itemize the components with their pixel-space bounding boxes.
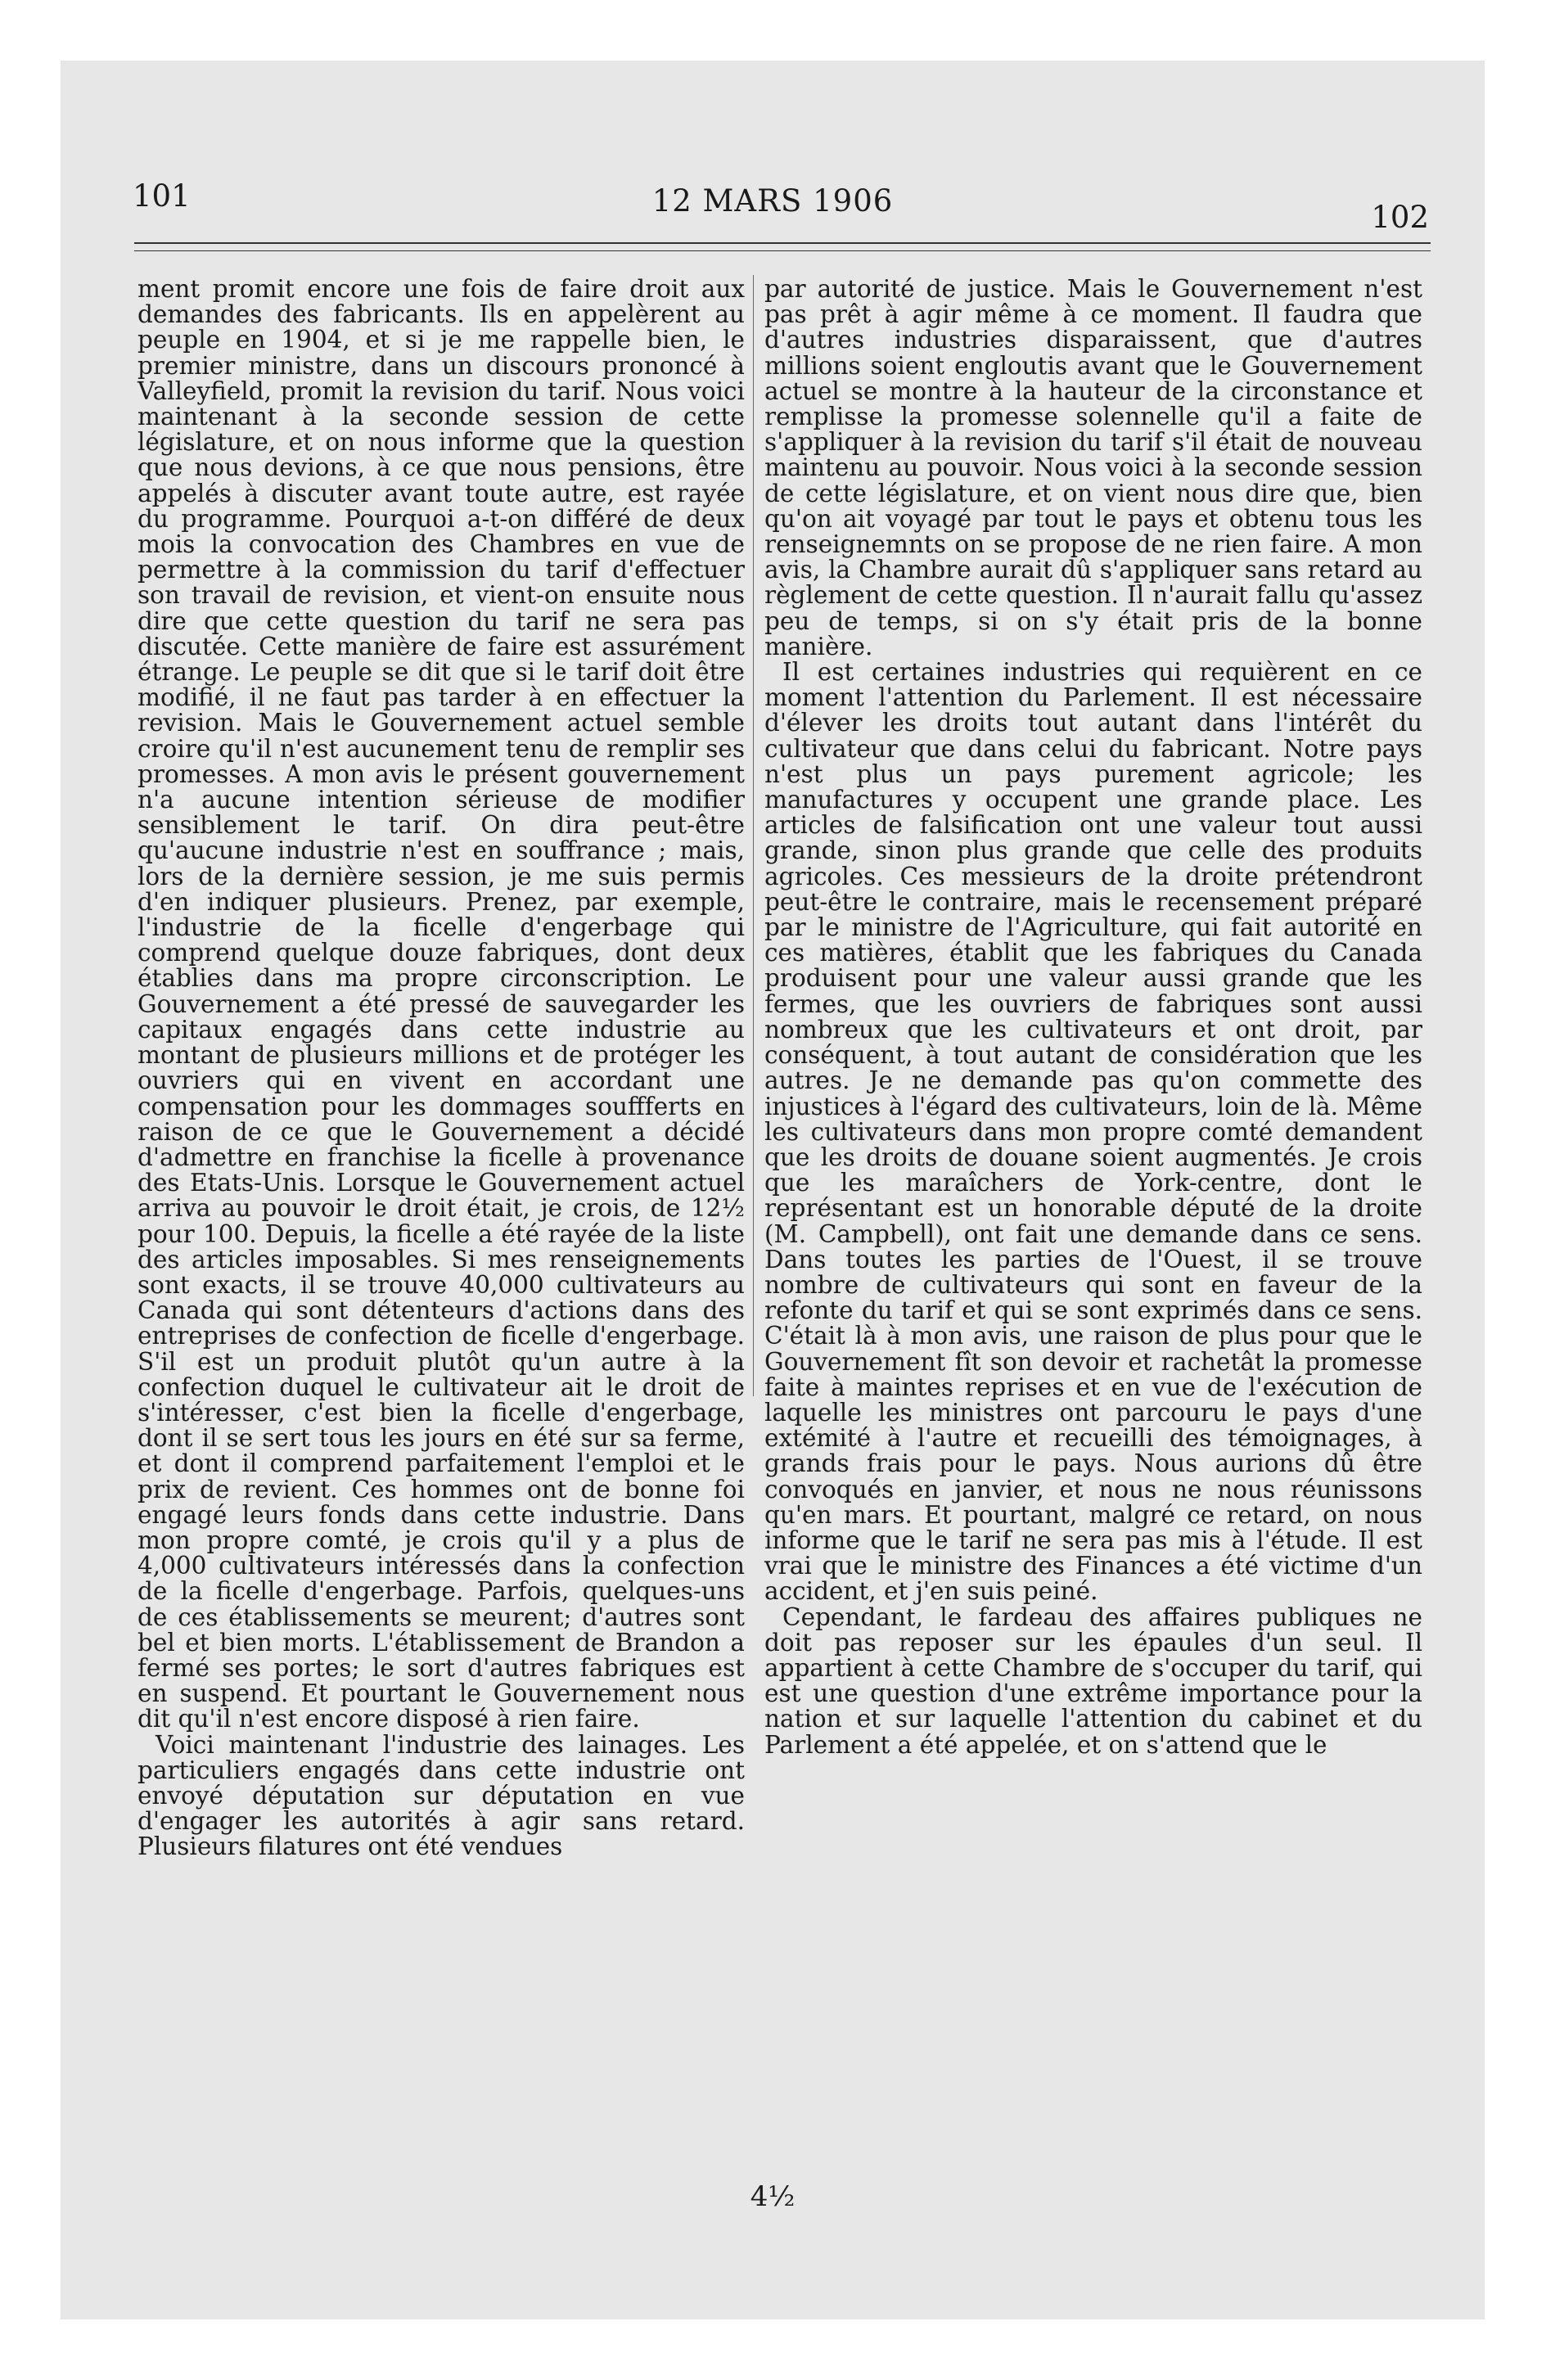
column-divider	[753, 275, 754, 1396]
left-page-number: 101	[133, 178, 191, 214]
right-paragraph-2: Il est certaines industries qui requièrent en ce moment l'attention du Parlement. Il est nécessaire d'élever les droits tout autant dans l'intérêt du cultivateur que dans celui du fabricant. Notre pays n'est plus un pays purement agricole; les manufactures y occupent une grande place. Les articles de falsification ont une valeur tout aussi grande, sinon plus grande que celle des produits agricoles. Ces messieurs de la droite prétendront peut-être le contraire, mais le recensement préparé par le ministre de l'Agriculture, qui fait autorité en ces matières, établit que les fabriques du Canada produisent pour une valeur aussi grande que les fermes, que les ouvriers de fabriques sont aussi nombreux que les cultivateurs et ont droit, par conséquent, à tout autant de considération que les autres. Je ne demande pas qu'on commette des injustices à l'égard des cultivateurs, loin de là. Même les cultivateurs dans mon propre comté demandent que les droits de douane soient augmentés. Je crois que les maraîchers de York-centre, dont le représentant est un honorable député de la droite (M. Campbell), ont fait une demande dans ce sens. Dans toutes les parties de l'Ouest, il se trouve nombre de cultivateurs qui sont en faveur de la refonte du tarif et qui se sont exprimés dans ce sens. C'était là à mon avis, une raison de plus pour que le Gouvernement fît son devoir et rachetât la promesse faite à maintes reprises et en vue de l'exécution de laquelle les ministres ont parcouru le pays d'une extémité à l'autre et recueilli des témoignages, à grands frais pour le pays. Nous aurions dû être convoqués en janvier, et nous ne nous réunissons qu'en mars. Et pourtant, malgré ce retard, on nous informe que le tarif ne sera pas mis à l'étude. Il est vrai que le ministre des Finances a été victime d'un accident, et j'en suis peiné.	[764, 658, 1422, 1606]
right-page-number: 102	[1371, 200, 1429, 235]
left-paragraph-1: ment promit encore une fois de faire droit aux demandes des fabricants. Ils en appelèrent au peuple en 1904, et si je me rappelle bien, le premier ministre, dans un discours prononcé à Valleyfield, promit la revision du tarif. Nous voici maintenant à la seconde session de cette législature, et on nous informe que la question que nous devions, à ce que nous pensions, être appelés à discuter avant toute autre, est rayée du programme. Pourquoi a-t-on différé de deux mois la convocation des Chambres en vue de permettre à la commission du tarif d'effectuer son travail de revision, et vient-on ensuite nous dire que cette question du tarif ne sera pas discutée. Cette manière de faire est assurément étrange. Le peuple se dit que si le tarif doit être modifié, il ne faut pas tarder à en effectuer la revision. Mais le Gouvernement actuel semble croire qu'il n'est aucunement tenu de remplir ses promesses. A mon avis le présent gouvernement n'a aucune intention sérieuse de modifier sensiblement le tarif. On dira peut-être qu'aucune industrie n'est en souffrance ; mais, lors de la dernière session, je me suis permis d'en indiquer plusieurs. Prenez, par exemple, l'industrie de la ficelle d'engerbage qui comprend quelque douze fabriques, dont deux établies dans ma propre circonscription. Le Gouvernement a été pressé de sauvegarder les capitaux engagés dans cette industrie au montant de plusieurs millions et de protéger les ouvriers qui en vivent en accordant une compensation pour les dommages souffferts en raison de ce que le Gouvernement a décidé d'admettre en franchise la ficelle à provenance des Etats-Unis. Lorsque le Gouvernement actuel arriva au pouvoir le droit était, je crois, de 12½ pour 100. Depuis, la ficelle a été rayée de la liste des articles imposables. Si mes renseignements sont exacts, il se trouve 40,000 cultivateurs au Canada qui sont détenteurs d'actions dans des entreprises de confection de ficelle d'engerbage. S'il est un produit plutôt qu'un autre à la confection duquel le cultivateur ait le droit de s'intéresser, c'est bien la ficelle d'engerbage, dont il se sert tous les jours en été sur sa ferme, et dont il comprend parfaitement l'emploi et le prix de revient. Ces hommes ont de bonne foi engagé leurs fonds dans cette industrie. Dans mon propre comté, je crois qu'il y a plus de 4,000 cultivateurs intéressés dans la confection de la ficelle d'engerbage. Parfois, quelques-uns de ces établissements se meurent; d'autres sont bel et bien morts. L'établissement de Brandon a fermé ses portes; le sort d'autres fabriques est en suspend. Et pourtant le Gouvernement nous dit qu'il n'est encore disposé à rien faire.	[137, 275, 745, 1733]
right-column	[764, 277, 1422, 1758]
header-rule-thin	[134, 250, 1431, 251]
document-page	[61, 61, 1485, 2319]
right-paragraph-1: par autorité de justice. Mais le Gouvernement n'est pas prêt à agir même à ce moment. Il faudra que d'autres industries disparaissent, que d'autres millions soient engloutis avant que le Gouvernement actuel se montre à la hauteur de la circonstance et remplisse la promesse solennelle qu'il a faite de s'appliquer à la revision du tarif s'il était de nouveau maintenu au pouvoir. Nous voici à la seconde session de cette législature, et on vient nous dire que, bien qu'on ait voyagé par tout le pays et obtenu tous les renseignemnts on se propose de ne rien faire. A mon avis, la Chambre aurait dû s'appliquer sans retard au règlement de cette question. Il n'aurait fallu qu'assez peu de temps, si on s'y était pris de la bonne manière.	[764, 275, 1422, 660]
right-paragraph-3: Cependant, le fardeau des affaires publiques ne doit pas reposer sur les épaules d'un seul. Il appartient à cette Chambre de s'occuper du tarif, qui est une question d'une extrême importance pour la nation et sur laquelle l'attention du cabinet et du Parlement a été appelée, et on s'attend que le	[764, 1602, 1422, 1759]
left-column	[137, 277, 745, 1860]
signature-mark: 4½	[750, 2180, 796, 2213]
page-date: 12 MARS 1906	[651, 183, 894, 219]
left-paragraph-2: Voici maintenant l'industrie des lainages. Les particuliers engagés dans cette industrie ont envoyé députation sur députation en vue d'engager les autorités à agir sans retard. Plusieurs filatures ont été vendues	[137, 1730, 745, 1861]
header-rule	[134, 242, 1431, 244]
